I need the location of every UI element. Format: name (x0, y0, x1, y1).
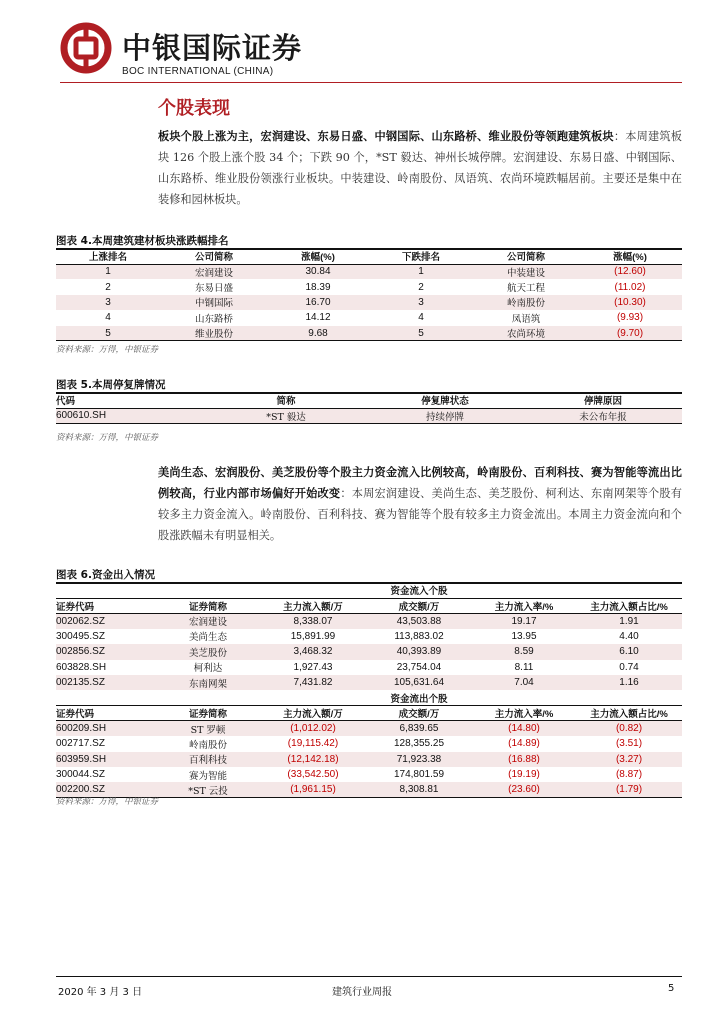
rank-up: 3 (56, 295, 160, 310)
main-inflow: 15,891.99 (290, 630, 336, 642)
inflow-rate: 13.95 (511, 630, 537, 642)
inflow-share: (0.82) (576, 721, 682, 736)
stock-code: 600209.SH (56, 721, 156, 736)
col-header: 涨幅(%) (268, 249, 368, 264)
table-row (56, 675, 682, 690)
table-row (56, 295, 682, 310)
table-row (56, 326, 682, 341)
change-down: (9.70) (578, 326, 682, 341)
rank-up: 4 (105, 312, 111, 324)
col-header: 成交额/万 (366, 706, 472, 721)
change-up: 18.39 (305, 281, 331, 293)
inflow-rate: 7.04 (472, 675, 576, 690)
suspension-reason: 未公布年报 (524, 408, 682, 423)
turnover: 8,308.81 (366, 782, 472, 797)
figure-4-source: 资料来源：万得，中银证券 (56, 345, 159, 355)
table-row (56, 264, 682, 279)
stock-code: 002200.SZ (56, 782, 156, 797)
col-header: 下跌排名 (368, 249, 474, 264)
outflow-label: 资金流出个股 (156, 690, 682, 705)
main-inflow: 8,338.07 (260, 613, 366, 628)
figure-5-title: 图表 5.本周停复牌情况 (56, 379, 166, 391)
col-header: 主力流入额占比/% (576, 598, 682, 613)
outflow-group-header (56, 690, 682, 705)
table-header-row (56, 598, 682, 613)
table-header-row (56, 249, 682, 264)
col-header: 主力流入额占比/% (576, 706, 682, 721)
table-row (56, 767, 682, 782)
table-row (56, 721, 682, 736)
turnover: 128,355.25 (393, 738, 445, 750)
table-row (56, 660, 682, 675)
logo-english-name: BOC INTERNATIONAL (CHINA) (122, 66, 274, 77)
col-header: 上涨排名 (56, 249, 160, 264)
footer-date: 2020 年 3 月 3 日 (58, 987, 143, 998)
col-header: 停复牌状态 (366, 393, 524, 408)
company-up: 维业股份 (160, 326, 268, 341)
main-inflow: (1,012.02) (260, 721, 366, 736)
footer-divider (56, 976, 682, 977)
stock-name: 东南网架 (156, 675, 260, 690)
col-header: 简称 (206, 393, 366, 408)
rank-down: 4 (418, 312, 424, 324)
rank-down: 2 (418, 281, 424, 293)
stock-code: 002717.SZ (56, 738, 105, 750)
inflow-share: 0.74 (619, 661, 639, 673)
rank-up: 5 (56, 326, 160, 341)
main-inflow: (33,542.50) (287, 769, 339, 781)
main-inflow: 3,468.32 (260, 644, 366, 659)
inflow-share: 1.16 (576, 675, 682, 690)
table-row (56, 736, 682, 751)
change-down: (12.60) (578, 264, 682, 279)
col-header: 主力流入额/万 (260, 706, 366, 721)
rank-down: 1 (368, 264, 474, 279)
figure-6-table (56, 583, 682, 798)
stock-code: 603959.SH (56, 752, 156, 767)
company-up: 东易日盛 (194, 283, 233, 295)
table-row (56, 629, 682, 644)
stock-name: 美芝股份 (156, 644, 260, 659)
inflow-rate: (14.80) (472, 721, 576, 736)
header-divider (60, 82, 682, 83)
inflow-rate: 19.17 (472, 613, 576, 628)
turnover: 113,883.02 (394, 630, 444, 642)
company-down: 航天工程 (506, 283, 545, 295)
inflow-group-header (56, 583, 682, 598)
table-row (56, 613, 682, 628)
inflow-share: 1.91 (576, 613, 682, 628)
stock-name: 柯利达 (193, 663, 223, 675)
col-header: 证券简称 (156, 706, 260, 721)
table-header-row (56, 706, 682, 721)
rank-up: 2 (105, 281, 111, 293)
col-header: 公司简称 (160, 249, 268, 264)
footer-report-title: 建筑行业周报 (332, 987, 392, 998)
col-header: 主力流入额/万 (260, 598, 366, 613)
inflow-share: (3.51) (615, 738, 643, 750)
change-up: 30.84 (268, 264, 368, 279)
col-header: 涨幅(%) (578, 249, 682, 264)
table-row (56, 279, 682, 294)
paragraph-1-body: ：本周建筑板块 126 个股上涨个股 34 个；下跌 90 个，*ST 毅达、神州长城停牌。宏润建设、东易日盛、中钢国际、山东路桥、维业股份领涨行业板块。中装建设、岭南股份、凤语筑、农尚环境跌幅居前。主要还是集中在装修和园林板块。 (158, 130, 682, 206)
stock-name: 宏润建设 (156, 613, 260, 628)
change-down: (9.93) (616, 312, 644, 324)
stock-name: 岭南股份 (188, 739, 227, 751)
stock-code: 002135.SZ (56, 675, 156, 690)
stock-name: *ST 毅达 (206, 408, 366, 423)
stock-code: 603828.SH (56, 661, 107, 673)
inflow-rate: (23.60) (472, 782, 576, 797)
col-header: 公司简称 (474, 249, 578, 264)
change-up: 16.70 (268, 295, 368, 310)
change-up: 9.68 (268, 326, 368, 341)
inflow-rate: 8.11 (514, 661, 534, 673)
inflow-label: 资金流入个股 (156, 583, 682, 598)
inflow-share: 6.10 (576, 644, 682, 659)
turnover: 40,393.89 (366, 644, 472, 659)
table-row (56, 644, 682, 659)
stock-code: 300044.SZ (56, 769, 105, 781)
turnover: 23,754.04 (396, 661, 442, 673)
paragraph-1-lead: 板块个股上涨为主，宏润建设、东易日盛、中钢国际、山东路桥、维业股份等领跑建筑板块 (158, 129, 614, 143)
stock-name: *ST 云投 (156, 782, 260, 797)
figure-5-table (56, 393, 682, 424)
paragraph-2-lead: 美尚生态、宏润股份、美芝股份等个股主力资金流入比例较高，岭南股份、百利科技、赛为智能等流出比例较高，行业内部市场偏好开始改变 (158, 465, 682, 500)
paragraph-2-body: ：本周宏润建设、美尚生态、美芝股份、柯利达、东南网架等个股有较多主力资金流入。岭南股份、百利科技、赛为智能等个股有较多主力资金流出。本周主力资金流向和个股涨跌幅未有明显相关。 (158, 487, 682, 542)
figure-4-title: 图表 4.本周建筑建材板块涨跌幅排名 (56, 235, 229, 247)
stock-code: 002856.SZ (56, 644, 156, 659)
company-up: 宏润建设 (160, 264, 268, 279)
company-down: 农尚环境 (474, 326, 578, 341)
rank-down: 5 (368, 326, 474, 341)
change-up: 14.12 (305, 312, 331, 324)
turnover: 6,839.65 (366, 721, 472, 736)
col-header: 主力流入率/% (472, 598, 576, 613)
stock-code: 002062.SZ (56, 613, 156, 628)
col-header: 证券代码 (56, 706, 156, 721)
rank-up: 1 (56, 264, 160, 279)
col-header: 停牌原因 (524, 393, 682, 408)
col-header: 主力流入率/% (472, 706, 576, 721)
inflow-share: 4.40 (619, 630, 639, 642)
header-logo (60, 22, 320, 82)
inflow-rate: (19.19) (508, 769, 540, 781)
rank-down: 3 (368, 295, 474, 310)
figure-5-source: 资料来源：万得，中银证券 (56, 433, 159, 443)
paragraph-fund-flow (158, 462, 682, 546)
table-header-row (56, 393, 682, 408)
stock-name: 百利科技 (156, 752, 260, 767)
logo-chinese-name: 中银国际证券 (122, 31, 303, 65)
company-up: 山东路桥 (194, 313, 233, 325)
stock-code: 300495.SZ (56, 630, 105, 642)
inflow-rate: 8.59 (472, 644, 576, 659)
boc-logo-icon (60, 22, 112, 74)
stock-name: ST 罗顿 (156, 721, 260, 736)
inflow-rate: (16.88) (472, 752, 576, 767)
company-down: 中装建设 (474, 264, 578, 279)
change-down: (10.30) (578, 295, 682, 310)
turnover: 43,503.88 (366, 613, 472, 628)
table-row (56, 408, 682, 423)
change-down: (11.02) (614, 281, 646, 293)
company-down: 凤语筑 (511, 313, 541, 325)
table-row (56, 752, 682, 767)
col-header: 代码 (56, 393, 206, 408)
company-down: 岭南股份 (474, 295, 578, 310)
figure-6-source: 资料来源：万得，中银证券 (56, 797, 159, 807)
inflow-share: (8.87) (615, 769, 643, 781)
suspension-status: 持续停牌 (366, 408, 524, 423)
inflow-rate: (14.89) (508, 738, 540, 750)
stock-code: 600610.SH (56, 408, 206, 423)
col-header: 证券简称 (156, 598, 260, 613)
section-title: 个股表现 (158, 98, 230, 119)
main-inflow: 7,431.82 (260, 675, 366, 690)
turnover: 105,631.64 (366, 675, 472, 690)
company-up: 中钢国际 (160, 295, 268, 310)
main-inflow: (1,961.15) (260, 782, 366, 797)
inflow-share: (3.27) (576, 752, 682, 767)
inflow-share: (1.79) (576, 782, 682, 797)
figure-6-title: 图表 6.资金出入情况 (56, 569, 155, 581)
main-inflow: 1,927.43 (293, 661, 333, 673)
page-number: 5 (668, 983, 675, 994)
paragraph-stock-performance (158, 126, 682, 210)
stock-name: 美尚生态 (188, 632, 227, 644)
col-header: 成交额/万 (366, 598, 472, 613)
table-row (56, 310, 682, 325)
stock-name: 赛为智能 (188, 770, 227, 782)
col-header: 证券代码 (56, 598, 156, 613)
main-inflow: (19,115.42) (287, 738, 339, 750)
turnover: 71,923.38 (366, 752, 472, 767)
figure-4-table (56, 249, 682, 341)
turnover: 174,801.59 (393, 769, 445, 781)
main-inflow: (12,142.18) (260, 752, 366, 767)
